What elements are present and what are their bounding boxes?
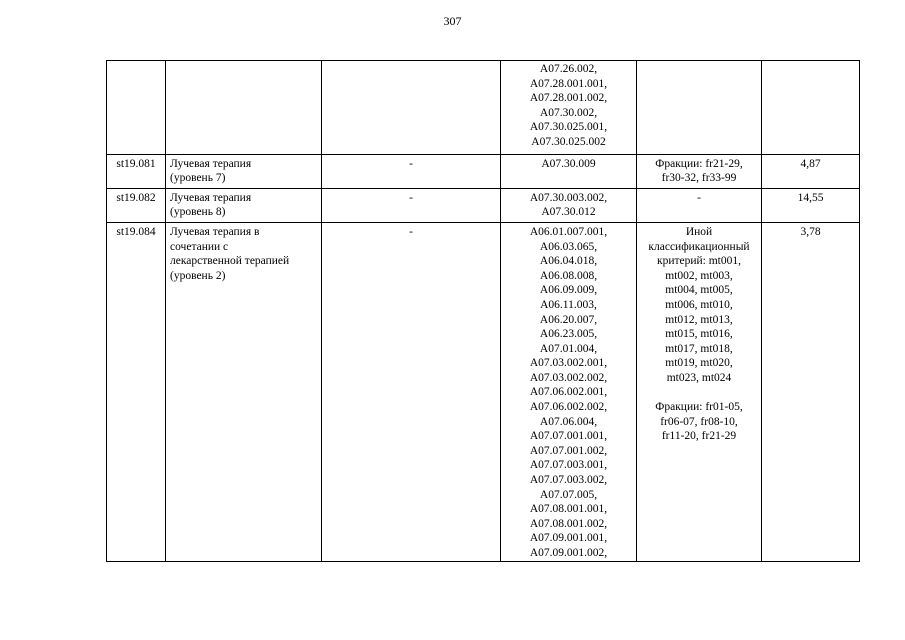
service-code: А06.20.007, <box>539 313 598 326</box>
coefficient-cell: 14,55 <box>762 188 860 222</box>
table-row-continuation <box>107 61 860 155</box>
name-line: (уровень 7) <box>170 172 226 185</box>
criteria-line: mt006, mt010, <box>665 298 733 311</box>
service-code: А07.30.012 <box>541 206 596 219</box>
service-code: А07.03.002.002, <box>529 371 608 384</box>
table-row <box>107 154 860 188</box>
table-row <box>107 222 860 561</box>
service-code: А07.08.001.001, <box>529 503 608 516</box>
service-code: А07.09.001.001, <box>529 532 608 545</box>
service-code: А06.01.007.001, <box>529 225 608 238</box>
criteria-cell <box>637 61 762 155</box>
service-code: А07.07.001.002, <box>529 444 608 457</box>
dash-cell <box>322 61 501 155</box>
service-code: А07.06.002.001, <box>529 386 608 399</box>
service-code: А06.03.065, <box>539 240 598 253</box>
criteria-line: mt019, mt020, <box>665 357 733 370</box>
service-code: А07.09.001.002, <box>529 547 608 559</box>
service-code: А07.03.002.001, <box>529 357 608 370</box>
criteria-cell <box>637 154 762 188</box>
name-line: сочетании с <box>170 240 229 253</box>
service-code: А07.28.001.002, <box>529 92 608 105</box>
criteria-line: классификационный <box>648 240 750 253</box>
name-cell <box>166 222 322 561</box>
name-line: лекарственной терапией <box>170 255 290 268</box>
criteria-line: Фракции: fr21-29, <box>655 157 743 170</box>
code-cell <box>107 61 166 155</box>
services-cell <box>501 222 637 561</box>
coefficient-cell <box>762 61 860 155</box>
service-code: А07.30.025.001, <box>529 121 608 134</box>
service-code: А07.07.003.001, <box>529 459 608 472</box>
dash-cell: - <box>322 154 501 188</box>
service-code: А06.23.005, <box>539 328 598 341</box>
criteria-line: fr11-20, fr21-29 <box>661 430 737 443</box>
code-cell: st19.084 <box>107 222 166 561</box>
name-line: (уровень 8) <box>170 206 226 219</box>
service-code: А07.07.003.002, <box>529 474 608 487</box>
name-cell <box>166 188 322 222</box>
service-code: А06.11.003, <box>540 298 597 311</box>
service-code: А06.09.009, <box>539 284 598 297</box>
service-code: А07.28.001.001, <box>529 77 608 90</box>
criteria-line: mt002, mt003, <box>665 269 733 282</box>
criteria-line: mt023, mt024 <box>666 371 732 384</box>
page-number: 307 <box>443 14 462 28</box>
service-code: А06.08.008, <box>539 269 598 282</box>
dash-cell: - <box>322 222 501 561</box>
criteria-line: Иной <box>685 225 713 238</box>
code-cell: st19.081 <box>107 154 166 188</box>
criteria-line: - <box>697 191 701 204</box>
service-code: А07.26.002, <box>539 63 598 75</box>
criteria-line: fr30-32, fr33-99 <box>661 172 737 185</box>
dash-cell: - <box>322 188 501 222</box>
service-code: А07.06.004, <box>539 415 598 428</box>
name-cell <box>166 154 322 188</box>
table-row <box>107 188 860 222</box>
name-line: Лучевая терапия в <box>170 225 260 238</box>
criteria-cell <box>637 188 762 222</box>
code-cell: st19.082 <box>107 188 166 222</box>
service-code: А07.07.001.001, <box>529 430 608 443</box>
name-line: Лучевая терапия <box>170 191 252 204</box>
service-code: А07.07.005, <box>539 488 598 501</box>
service-code: А07.30.009 <box>541 157 596 170</box>
services-cell <box>501 188 637 222</box>
service-code: А07.30.003.002, <box>529 191 608 204</box>
criteria-line: mt017, mt018, <box>665 342 733 355</box>
coefficient-cell: 3,78 <box>762 222 860 561</box>
name-line: Лучевая терапия <box>170 157 252 170</box>
services-cell <box>501 61 637 155</box>
criteria-line: mt004, mt005, <box>665 284 733 297</box>
coefficient-cell: 4,87 <box>762 154 860 188</box>
service-code: А07.01.004, <box>539 342 598 355</box>
name-cell <box>166 61 322 155</box>
name-line: (уровень 2) <box>170 269 226 282</box>
service-code: А06.04.018, <box>539 255 598 268</box>
criteria-line: Фракции: fr01-05, <box>655 401 743 414</box>
criteria-spacer <box>641 385 757 400</box>
criteria-line: mt015, mt016, <box>665 328 733 341</box>
service-code: А07.30.025.002 <box>531 135 606 148</box>
service-code: А07.08.001.002, <box>529 517 608 530</box>
criteria-cell <box>637 222 762 561</box>
service-code: А07.30.002, <box>539 106 598 119</box>
criteria-line: mt012, mt013, <box>665 313 733 326</box>
service-code: А07.06.002.002, <box>529 401 608 414</box>
criteria-line: fr06-07, fr08-10, <box>660 415 738 428</box>
services-cell <box>501 154 637 188</box>
tariff-table <box>106 60 860 562</box>
criteria-line: критерий: mt001, <box>656 255 741 268</box>
